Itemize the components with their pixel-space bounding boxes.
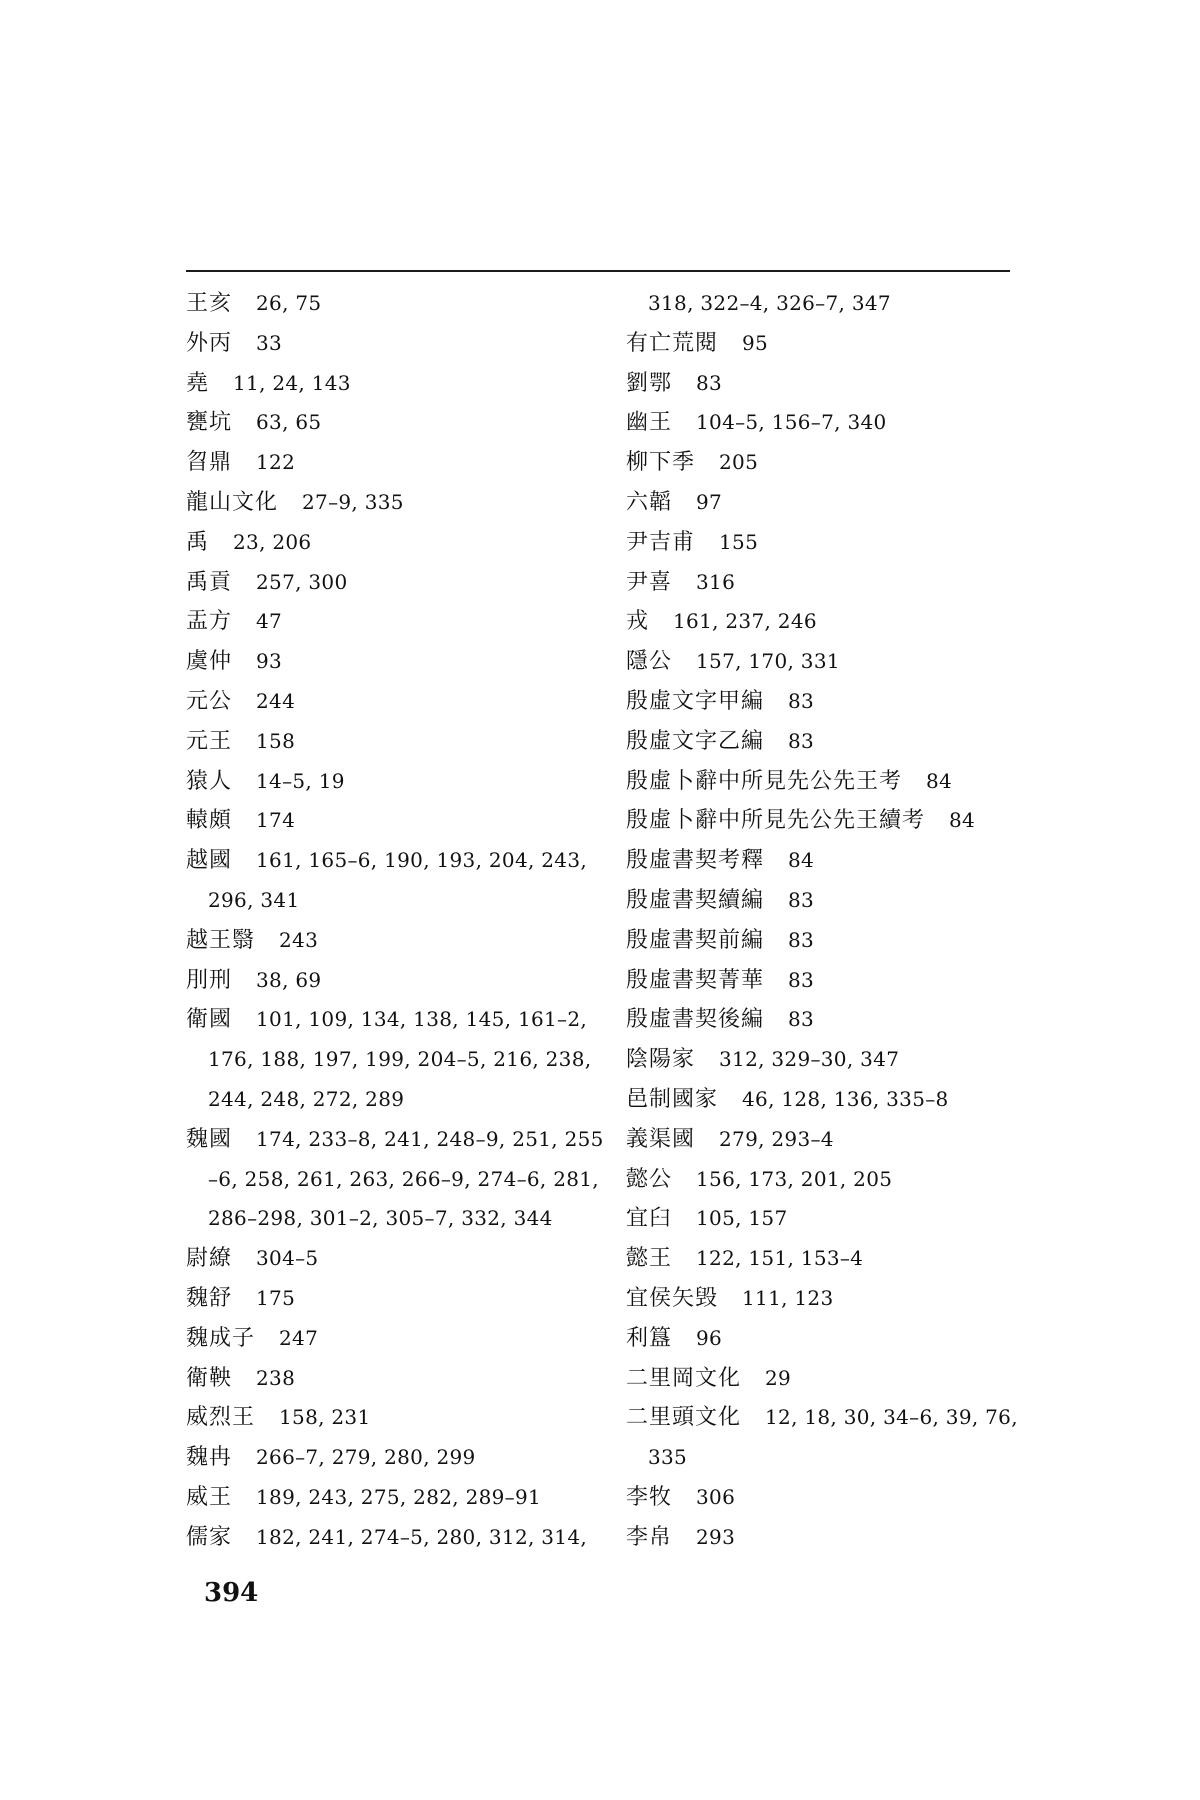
index-pages: 279, 293–4	[719, 1126, 834, 1151]
index-term: 威烈王	[186, 1405, 256, 1431]
index-entry	[626, 1040, 1026, 1080]
index-entry	[186, 642, 596, 682]
index-pages: 182, 241, 274–5, 280, 312, 314,	[256, 1524, 588, 1549]
index-term: 邑制國家	[626, 1086, 719, 1112]
index-pages: 29	[765, 1365, 792, 1390]
index-pages: 174, 233–8, 241, 248–9, 251, 255	[256, 1126, 604, 1151]
index-pages: 296, 341	[208, 887, 300, 912]
index-term: 隱公	[626, 649, 673, 675]
index-entry	[186, 1398, 596, 1438]
index-pages: 243	[279, 927, 319, 952]
index-pages: 257, 300	[256, 569, 348, 594]
index-entry	[186, 1120, 604, 1160]
index-entry	[626, 1239, 1026, 1279]
index-pages: 175	[256, 1285, 296, 1310]
index-term: 宜侯矢毁	[626, 1285, 719, 1311]
index-term: 利簋	[626, 1325, 673, 1351]
index-pages: 316	[696, 569, 736, 594]
index-term: 二里頭文化	[626, 1405, 742, 1431]
index-pages: 27–9, 335	[302, 489, 404, 514]
index-pages: 293	[696, 1524, 736, 1549]
index-entry	[186, 682, 596, 722]
index-pages: –6, 258, 261, 263, 266–9, 274–6, 281,	[208, 1166, 599, 1191]
index-pages: 161, 237, 246	[673, 609, 817, 634]
index-pages: 83	[788, 1007, 815, 1032]
index-term: 柳下季	[626, 450, 696, 476]
index-term: 尉繚	[186, 1246, 233, 1272]
index-entry	[186, 1359, 596, 1399]
index-pages: 174	[256, 808, 296, 833]
index-entry-continuation	[186, 1040, 596, 1080]
index-pages: 244	[256, 688, 296, 713]
index-pages: 33	[256, 330, 283, 355]
index-term: 盂方	[186, 609, 233, 635]
index-term: 越王翳	[186, 927, 256, 953]
index-entry	[626, 1120, 1026, 1160]
index-entry	[626, 324, 1026, 364]
index-term: 尹喜	[626, 569, 673, 595]
index-pages: 157, 170, 331	[696, 649, 840, 674]
index-term: 李牧	[626, 1484, 673, 1510]
index-term: 殷虛文字乙編	[626, 728, 765, 754]
index-entry	[626, 722, 1026, 762]
index-term: 魏舒	[186, 1285, 233, 1311]
index-pages: 96	[696, 1325, 723, 1350]
index-entry	[186, 602, 596, 642]
index-term: 㫚鼎	[186, 450, 233, 476]
index-pages: 46, 128, 136, 335–8	[742, 1086, 949, 1111]
index-entry	[626, 961, 1026, 1001]
index-term: 殷虛書契續編	[626, 887, 765, 913]
index-entry	[186, 1279, 596, 1319]
index-entry	[626, 762, 1026, 802]
index-pages: 84	[949, 808, 976, 833]
index-term: 王亥	[186, 291, 233, 316]
page-number: 394	[204, 1578, 259, 1608]
index-pages: 205	[719, 450, 759, 475]
index-pages: 63, 65	[256, 410, 322, 435]
index-term: 殷虛書契前編	[626, 927, 765, 953]
index-entry	[626, 523, 1026, 563]
index-pages: 304–5	[256, 1246, 319, 1271]
index-entry-continuation	[626, 1438, 1026, 1478]
index-term: 陰陽家	[626, 1047, 696, 1073]
index-pages: 244, 248, 272, 289	[208, 1086, 405, 1111]
index-pages: 286–298, 301–2, 305–7, 332, 344	[208, 1206, 553, 1231]
index-entry	[186, 1239, 596, 1279]
index-entry	[626, 1398, 1026, 1438]
index-pages: 247	[279, 1325, 319, 1350]
index-term: 甕坑	[186, 410, 233, 436]
index-pages: 189, 243, 275, 282, 289–91	[256, 1484, 541, 1509]
index-pages: 156, 173, 201, 205	[696, 1166, 893, 1191]
index-entry	[186, 762, 596, 802]
index-entry-continuation	[186, 881, 596, 921]
index-term: 虞仲	[186, 649, 233, 675]
index-term: 有亡荒閱	[626, 330, 719, 356]
index-term: 殷虛書契後編	[626, 1007, 765, 1033]
index-pages: 47	[256, 609, 283, 634]
index-pages: 84	[788, 848, 815, 873]
index-term: 義渠國	[626, 1126, 696, 1152]
index-term: 宜臼	[626, 1206, 673, 1232]
index-pages: 83	[788, 887, 815, 912]
index-pages: 83	[788, 967, 815, 992]
index-pages: 83	[696, 370, 723, 395]
index-entry	[626, 1359, 1026, 1399]
index-entry	[186, 961, 596, 1001]
index-term: 龍山文化	[186, 489, 279, 515]
index-pages: 111, 123	[742, 1285, 834, 1310]
index-term: 禹貢	[186, 569, 233, 595]
index-entry	[626, 1160, 1026, 1200]
index-term: 二里岡文化	[626, 1365, 742, 1391]
index-pages: 14–5, 19	[256, 768, 345, 793]
index-entry	[626, 881, 1026, 921]
index-entry	[186, 324, 596, 364]
index-column-left	[186, 284, 604, 1558]
index-pages: 93	[256, 649, 283, 674]
index-entry-continuation	[186, 1160, 599, 1200]
index-entry	[186, 1000, 596, 1040]
index-pages: 83	[788, 728, 815, 753]
index-term: 儒家	[186, 1524, 233, 1550]
index-column-right	[626, 284, 1026, 1558]
index-entry	[186, 1438, 596, 1478]
index-entry	[186, 921, 596, 961]
index-pages: 155	[719, 529, 759, 554]
index-pages: 312, 329–30, 347	[719, 1047, 900, 1072]
index-entry	[626, 921, 1026, 961]
index-entry	[186, 523, 596, 563]
index-term: 魏冉	[186, 1445, 233, 1471]
index-entry	[626, 1518, 1026, 1558]
index-pages: 101, 109, 134, 138, 145, 161–2,	[256, 1007, 588, 1032]
index-pages: 122, 151, 153–4	[696, 1246, 864, 1271]
index-entry	[626, 443, 1026, 483]
index-term: 魏國	[186, 1126, 233, 1152]
index-entry	[626, 642, 1026, 682]
index-pages: 158, 231	[279, 1405, 371, 1430]
index-term: 堯	[186, 370, 210, 396]
index-term: 殷虛文字甲編	[626, 688, 765, 714]
index-term: 元公	[186, 688, 233, 714]
index-entry	[626, 841, 1026, 881]
index-pages: 238	[256, 1365, 296, 1390]
index-entry	[626, 1000, 1026, 1040]
index-entry-continuation	[626, 284, 1026, 324]
index-pages: 122	[256, 450, 296, 475]
index-pages: 83	[788, 927, 815, 952]
index-entry	[186, 284, 596, 324]
index-entry-continuation	[186, 1199, 596, 1239]
index-entry	[626, 801, 1026, 841]
index-term: 威王	[186, 1484, 233, 1510]
index-entry	[626, 1080, 1026, 1120]
index-entry	[626, 602, 1026, 642]
index-pages: 12, 18, 30, 34–6, 39, 76,	[765, 1405, 1018, 1430]
index-term: 殷虛書契菁華	[626, 967, 765, 993]
index-entry	[186, 1518, 596, 1558]
index-pages: 84	[926, 768, 953, 793]
index-term: 猿人	[186, 768, 233, 794]
index-entry	[626, 682, 1026, 722]
index-pages: 83	[788, 688, 815, 713]
index-term: 外丙	[186, 330, 233, 356]
index-term: 懿王	[626, 1246, 673, 1272]
index-pages: 23, 206	[233, 529, 312, 554]
index-pages: 161, 165–6, 190, 193, 204, 243,	[256, 848, 588, 873]
index-term: 衛國	[186, 1007, 233, 1033]
index-entry	[186, 801, 596, 841]
index-pages: 266–7, 279, 280, 299	[256, 1445, 476, 1470]
index-entry	[186, 364, 596, 404]
index-term: 幽王	[626, 410, 673, 436]
index-entry	[186, 403, 596, 443]
index-term: 殷虛書契考釋	[626, 848, 765, 874]
index-entry	[626, 1478, 1026, 1518]
index-pages: 335	[648, 1445, 688, 1470]
index-pages: 306	[696, 1484, 736, 1509]
index-pages: 95	[742, 330, 769, 355]
index-term: 元王	[186, 728, 233, 754]
index-pages: 97	[696, 489, 723, 514]
index-term: 殷虛卜辭中所見先公先王考	[626, 768, 903, 794]
index-pages: 26, 75	[256, 291, 322, 315]
index-term: 禹	[186, 529, 210, 555]
index-pages: 11, 24, 143	[233, 370, 351, 395]
index-entry	[186, 1478, 596, 1518]
index-entry	[626, 364, 1026, 404]
index-entry	[626, 1199, 1026, 1239]
index-entry	[626, 483, 1026, 523]
index-entry	[186, 443, 596, 483]
index-entry	[186, 483, 596, 523]
index-entry	[186, 563, 596, 603]
index-term: 刖刑	[186, 967, 233, 993]
index-pages: 38, 69	[256, 967, 322, 992]
index-term: 戎	[626, 609, 650, 635]
index-term: 尹吉甫	[626, 529, 696, 555]
index-term: 劉鄂	[626, 370, 673, 396]
index-term: 越國	[186, 848, 233, 874]
index-pages: 104–5, 156–7, 340	[696, 410, 887, 435]
index-term: 懿公	[626, 1166, 673, 1192]
header-rule	[186, 270, 1010, 272]
index-term: 六韜	[626, 489, 673, 515]
index-pages: 158	[256, 728, 296, 753]
index-entry	[626, 1279, 1026, 1319]
index-entry	[186, 1319, 596, 1359]
index-entry	[626, 1319, 1026, 1359]
index-term: 李帛	[626, 1524, 673, 1550]
index-term: 魏成子	[186, 1325, 256, 1351]
index-entry	[626, 563, 1026, 603]
index-term: 殷虛卜辭中所見先公先王續考	[626, 808, 926, 834]
index-entry	[626, 403, 1026, 443]
index-term: 衛鞅	[186, 1365, 233, 1391]
index-pages: 176, 188, 197, 199, 204–5, 216, 238,	[208, 1047, 592, 1072]
index-entry-continuation	[186, 1080, 596, 1120]
index-pages: 318, 322–4, 326–7, 347	[648, 291, 891, 315]
index-entry	[186, 722, 596, 762]
index-pages: 105, 157	[696, 1206, 788, 1231]
index-entry	[186, 841, 596, 881]
index-term: 轅頗	[186, 808, 233, 834]
